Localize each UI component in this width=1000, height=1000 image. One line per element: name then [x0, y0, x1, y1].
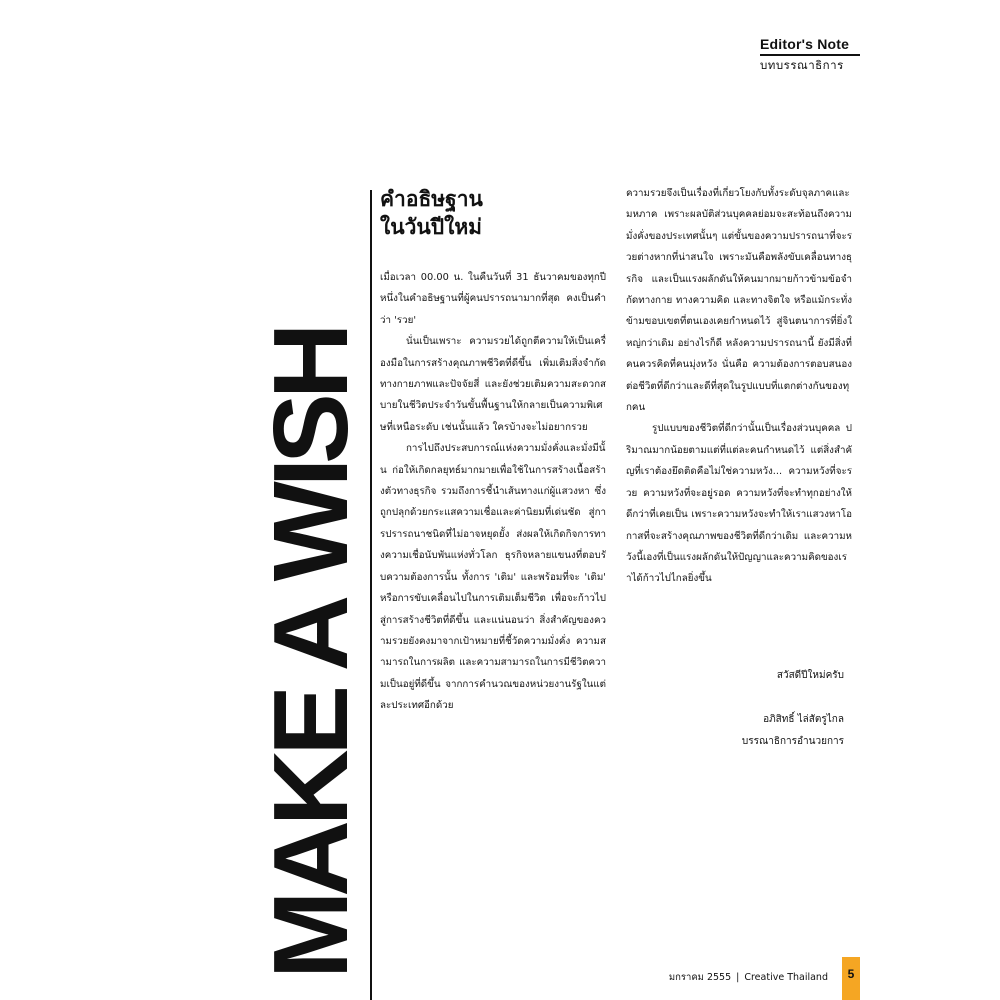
headline — [380, 185, 620, 241]
footer-separator: | — [736, 972, 740, 983]
headline-line-2: ในวันปีใหม่ — [380, 215, 483, 239]
paragraph: นั่นเป็นเพราะ ความรวยได้ถูกตีความให้เป็นเครื่องมือในการสร้างคุณภาพชีวิตที่ดีขึ้น เพิ่มเติมสิ่งจำกัดทางกายภาพและปัจจัยสี่ และยังช่วยเติมความสะดวกสบายในชีวิตประจำวันขั้นพื้นฐานให้กลายเป็นความพิเศษที่เหนือระดับ เช่นนั้นแล้ว ใครบ้างจะไม่อยากรวย — [380, 336, 606, 433]
page-number-badge: 5 — [842, 957, 860, 1000]
section-rule — [760, 54, 860, 56]
paragraph: เมื่อเวลา 00.00 น. ในคืนวันที่ 31 ธันวาคมของทุกปี หนึ่งในคำอธิษฐานที่ผู้คนปรารถนามากที่สุด คงเป็นคำว่า 'รวย' — [380, 272, 606, 326]
body-column-right — [626, 183, 852, 638]
paragraph: ความรวยจึงเป็นเรื่องที่เกี่ยวโยงกับทั้งระดับจุลภาคและมหภาค เพราะผลบัติส่วนบุคคลย่อมจะสะท้อนถึงความมั่งคั่งของประเทศนั้นๆ แต่ขั้นของความปรารถนาที่จะรวยต่างหากที่น่าสนใจ เพราะมันคือพลังขับเคลื่อนทางธุรกิจ และเป็นแรงผลักดันให้คนมากมายก้าวข้ามข้อจำกัดทางกาย ทางความคิด และทางจิตใจ หรือแม้กระทั่งข้ามขอบเขตที่ตนเองเคยกำหนดไว้ สู่จินตนาการที่ยิ่งใหญ่กว่าเดิม อย่างไรก็ดี หลังความปรารถนานี้ ยังมีสิ่งที่คนควรคิดที่คนมุ่งหวัง นั่นคือ ความต้องการตอบสนองต่อชีวิตที่ดีกว่าและดีที่สุดในรูปแบบที่แตกต่างกันของทุกคน — [626, 188, 852, 414]
section-title-english: Editor's Note — [760, 36, 850, 52]
signoff-greeting: สวัสดีปีใหม่ครับ — [776, 670, 844, 681]
signoff-role: บรรณาธิการอำนวยการ — [741, 736, 844, 747]
page-footer — [669, 970, 828, 985]
vertical-title: MAKE A WISH — [252, 328, 370, 979]
section-tag — [760, 36, 860, 75]
footer-magazine: Creative Thailand — [744, 972, 828, 983]
body-column-left — [380, 267, 606, 772]
section-title-thai: บทบรรณาธิการ — [760, 58, 844, 72]
paragraph: การไปถึงประสบการณ์แห่งความมั่งคั่งและมั่งมีนั้น ก่อให้เกิดกลยุทธ์มากมายเพื่อใช้ในการสร้างเนื้อสร้างตัวทางธุรกิจ รวมถึงการชี้นำเส้นทางแก่ผู้แสวงหา ซึ่งถูกปลุกด้วยกระแสความเชื่อและค่านิยมที่เด่นชัด สู่การปรารถนาชนิดที่ไม่อาจหยุดยั้ง ส่งผลให้เกิดกิจการทางความเชื่อนับพันแห่งทั่วโลก ธุรกิจหลายแขนงที่ตอบรับความต้องการนั้น ทั้งการ 'เติม' และพร้อมที่จะ 'เติม' หรือการขับเคลื่อนไปในการเติมเต็มชีวิต เพื่อจะก้าวไปสู่การสร้างชีวิตที่ดีขึ้น และแน่นอนว่า สิ่งสำคัญของความรวยยังคงมาจากเป้าหมายที่ชี้วัดความมั่งคั่ง ความสามารถในการผลิต และความสามารถในการมีชีวิตความเป็นอยู่ที่ดีขึ้น จากการคำนวณของหน่วยงานรัฐในแต่ละประเทศอีกด้วย — [380, 443, 606, 712]
footer-issue: มกราคม 2555 — [668, 972, 732, 983]
signoff-name: อภิสิทธิ์ ไล่สัตรูไกล — [763, 714, 844, 725]
paragraph: รูปแบบของชีวิตที่ดีกว่านั้นเป็นเรื่องส่วนบุคคล ปริมาณมากน้อยตามแต่ที่แต่ละคนกำหนดไว้ แต่สิ่งสำคัญที่เราต้องยึดติดคือไม่ใช่ความหวัง... ความหวังที่จะรวย ความหวังที่จะอยู่รอด ความหวังที่จะทำทุกอย่างให้ดีกว่าที่เคยเป็น เพราะความหวังจะทำให้เราแสวงหาโอกาสที่จะสร้างคุณภาพของชีวิตที่ดีกว่าเดิม และความหวังนี้เองที่เป็นแรงผลักดันให้ปัญญาและความคิดของเราได้ก้าวไปไกลยิ่งขึ้น — [626, 423, 852, 585]
vertical-divider — [370, 190, 372, 1000]
headline-line-1: คำอธิษฐาน — [380, 187, 483, 211]
